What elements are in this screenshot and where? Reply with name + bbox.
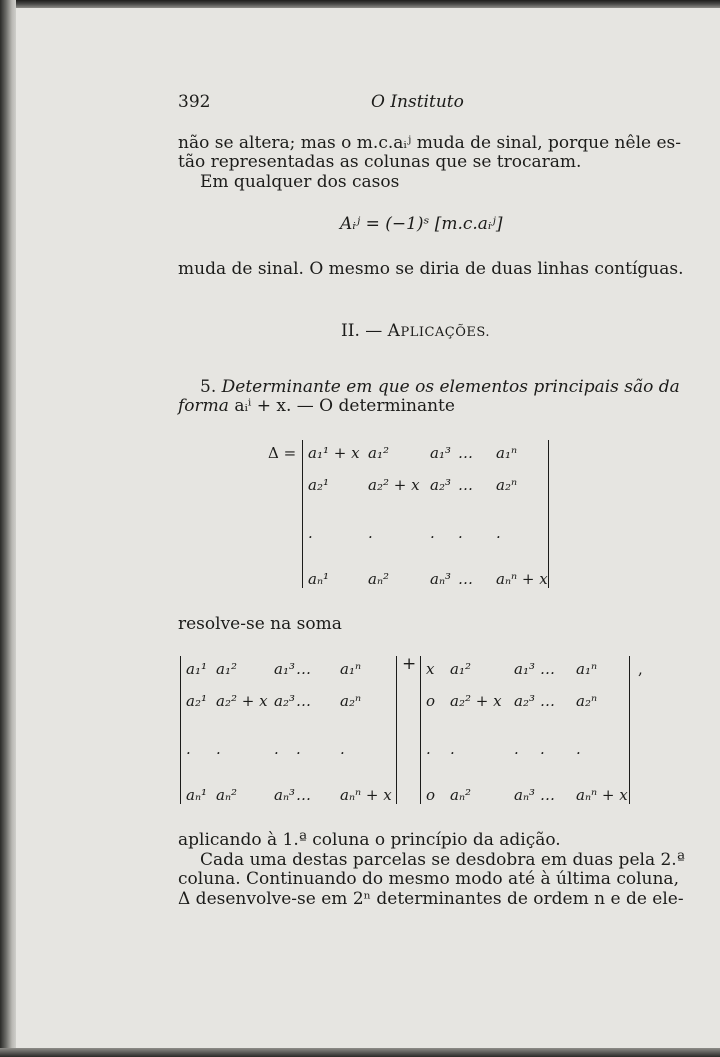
matrix-right-cell: aₙ² bbox=[450, 786, 472, 804]
matrix-left-cell: a₁ⁿ bbox=[340, 660, 362, 678]
matrix-right-cell: . bbox=[426, 740, 431, 758]
matrix-right-cell: … bbox=[540, 786, 555, 804]
matrix-main-cell: . bbox=[496, 524, 501, 542]
scan-bottom-edge bbox=[0, 1048, 720, 1057]
text-line-2: tão representadas as colunas que se trocaram. bbox=[178, 152, 582, 172]
matrix-right-cell: . bbox=[576, 740, 581, 758]
text-line-4: muda de sinal. O mesmo se diria de duas linhas contíguas. bbox=[178, 259, 684, 279]
matrix-main-cell: aₙ³ bbox=[430, 570, 452, 588]
matrix-main-cell: a₂¹ bbox=[308, 476, 329, 494]
text-coluna: coluna. Continuando do mesmo modo até à última coluna, bbox=[178, 869, 679, 889]
matrix-main-cell: a₂ⁿ bbox=[496, 476, 518, 494]
matrix-left-cell: a₂² + x bbox=[216, 692, 268, 710]
matrix-left-cell: . bbox=[274, 740, 279, 758]
matrix-main-cell: a₁¹ + x bbox=[308, 444, 360, 462]
matrix-right-cell: a₂ⁿ bbox=[576, 692, 598, 710]
page-number: 392 bbox=[178, 92, 211, 112]
matrix-right-cell: o bbox=[426, 692, 436, 710]
matrix-left-cell: … bbox=[296, 692, 311, 710]
matrix-main-cell: aₙ² bbox=[368, 570, 390, 588]
matrix-left-cell: a₂¹ bbox=[186, 692, 207, 710]
matrix-left-bar-b bbox=[396, 656, 397, 804]
matrix-main-cell: aₙⁿ + x bbox=[496, 570, 548, 588]
matrix-left-cell: . bbox=[296, 740, 301, 758]
page-header bbox=[178, 92, 653, 114]
matrix-left-cell: a₁¹ bbox=[186, 660, 207, 678]
plus-sign: + bbox=[402, 654, 417, 674]
matrix-right-cell: a₁³ bbox=[514, 660, 535, 678]
matrix-left-cell: . bbox=[340, 740, 345, 758]
text-cada: Cada uma destas parcelas se desdobra em duas pela 2.ª bbox=[200, 850, 685, 870]
matrix-main-cell: a₂² + x bbox=[368, 476, 420, 494]
matrix-right-cell: . bbox=[514, 740, 519, 758]
matrix-main-cell: a₁³ bbox=[430, 444, 451, 462]
matrix-left-cell: aₙ¹ bbox=[186, 786, 208, 804]
matrix-main-cell: … bbox=[458, 570, 473, 588]
matrix-main-cell: a₁ⁿ bbox=[496, 444, 518, 462]
matrix-main-cell: a₂³ bbox=[430, 476, 451, 494]
matrix-right-bar-b bbox=[629, 656, 630, 804]
text-delta: Δ desenvolve-se em 2ⁿ determinantes de ordem n e de ele- bbox=[178, 889, 684, 909]
trailing-comma: , bbox=[638, 660, 643, 678]
matrix-left-cell: . bbox=[186, 740, 191, 758]
matrix-main-cell: a₁² bbox=[368, 444, 389, 462]
matrix-right-cell: … bbox=[540, 660, 555, 678]
matrix-main-cell: … bbox=[458, 476, 473, 494]
matrix-left-cell: a₂³ bbox=[274, 692, 295, 710]
text-line-3: Em qualquer dos casos bbox=[200, 172, 400, 192]
matrix-main-cell: . bbox=[368, 524, 373, 542]
matrix-left-cell: aₙ² bbox=[216, 786, 238, 804]
matrix-left-cell: a₂ⁿ bbox=[340, 692, 362, 710]
delta-label: Δ = bbox=[268, 444, 297, 462]
matrix-left-cell: . bbox=[216, 740, 221, 758]
scan-book-spine-edge bbox=[0, 0, 16, 1057]
matrix-left-bar-a bbox=[180, 656, 181, 804]
matrix-right-cell: . bbox=[540, 740, 545, 758]
matrix-right-cell: … bbox=[540, 692, 555, 710]
running-head: O Instituto bbox=[371, 92, 464, 112]
section-heading: II. — APLICAÇÕES. bbox=[341, 321, 490, 341]
matrix-left-cell: a₁² bbox=[216, 660, 237, 678]
matrix-left-cell: aₙⁿ + x bbox=[340, 786, 392, 804]
para5-tail-line: forma aᵢⁱ + x. — O determinante bbox=[178, 396, 455, 416]
matrix-left-cell: a₁³ bbox=[274, 660, 295, 678]
matrix-right-cell: o bbox=[426, 786, 436, 804]
matrix-main-cell: . bbox=[308, 524, 313, 542]
formula-cofactor: Aᵢʲ = (−1)ˢ [m.c.aᵢʲ] bbox=[340, 214, 503, 234]
matrix-left-cell: … bbox=[296, 660, 311, 678]
matrix-right-cell: a₂² + x bbox=[450, 692, 502, 710]
matrix-main-cell: aₙ¹ bbox=[308, 570, 330, 588]
matrix-right-bar-a bbox=[420, 656, 421, 804]
text-resolve: resolve-se na soma bbox=[178, 614, 342, 634]
matrix-right-cell: . bbox=[450, 740, 455, 758]
text-line-1: não se altera; mas o m.c.aᵢʲ muda de sinal, porque nêle es- bbox=[178, 133, 681, 153]
matrix-main-cell: … bbox=[458, 444, 473, 462]
matrix-right-cell: a₂³ bbox=[514, 692, 535, 710]
matrix-left-cell: aₙ³ bbox=[274, 786, 296, 804]
text-apply: aplicando à 1.ª coluna o princípio da adição. bbox=[178, 830, 561, 850]
matrix-left-cell: … bbox=[296, 786, 311, 804]
matrix-right-cell: aₙⁿ + x bbox=[576, 786, 628, 804]
matrix-right-cell: a₁² bbox=[450, 660, 471, 678]
matrix-right-cell: a₁ⁿ bbox=[576, 660, 598, 678]
matrix-main-cell: . bbox=[430, 524, 435, 542]
para5-title-line: 5. Determinante em que os elementos principais são da bbox=[200, 377, 680, 397]
matrix-main-right-bar bbox=[548, 440, 549, 588]
matrix-main-cell: . bbox=[458, 524, 463, 542]
matrix-right-cell: x bbox=[426, 660, 435, 678]
matrix-main-left-bar bbox=[302, 440, 303, 588]
scan-top-edge bbox=[0, 0, 720, 8]
matrix-right-cell: aₙ³ bbox=[514, 786, 536, 804]
